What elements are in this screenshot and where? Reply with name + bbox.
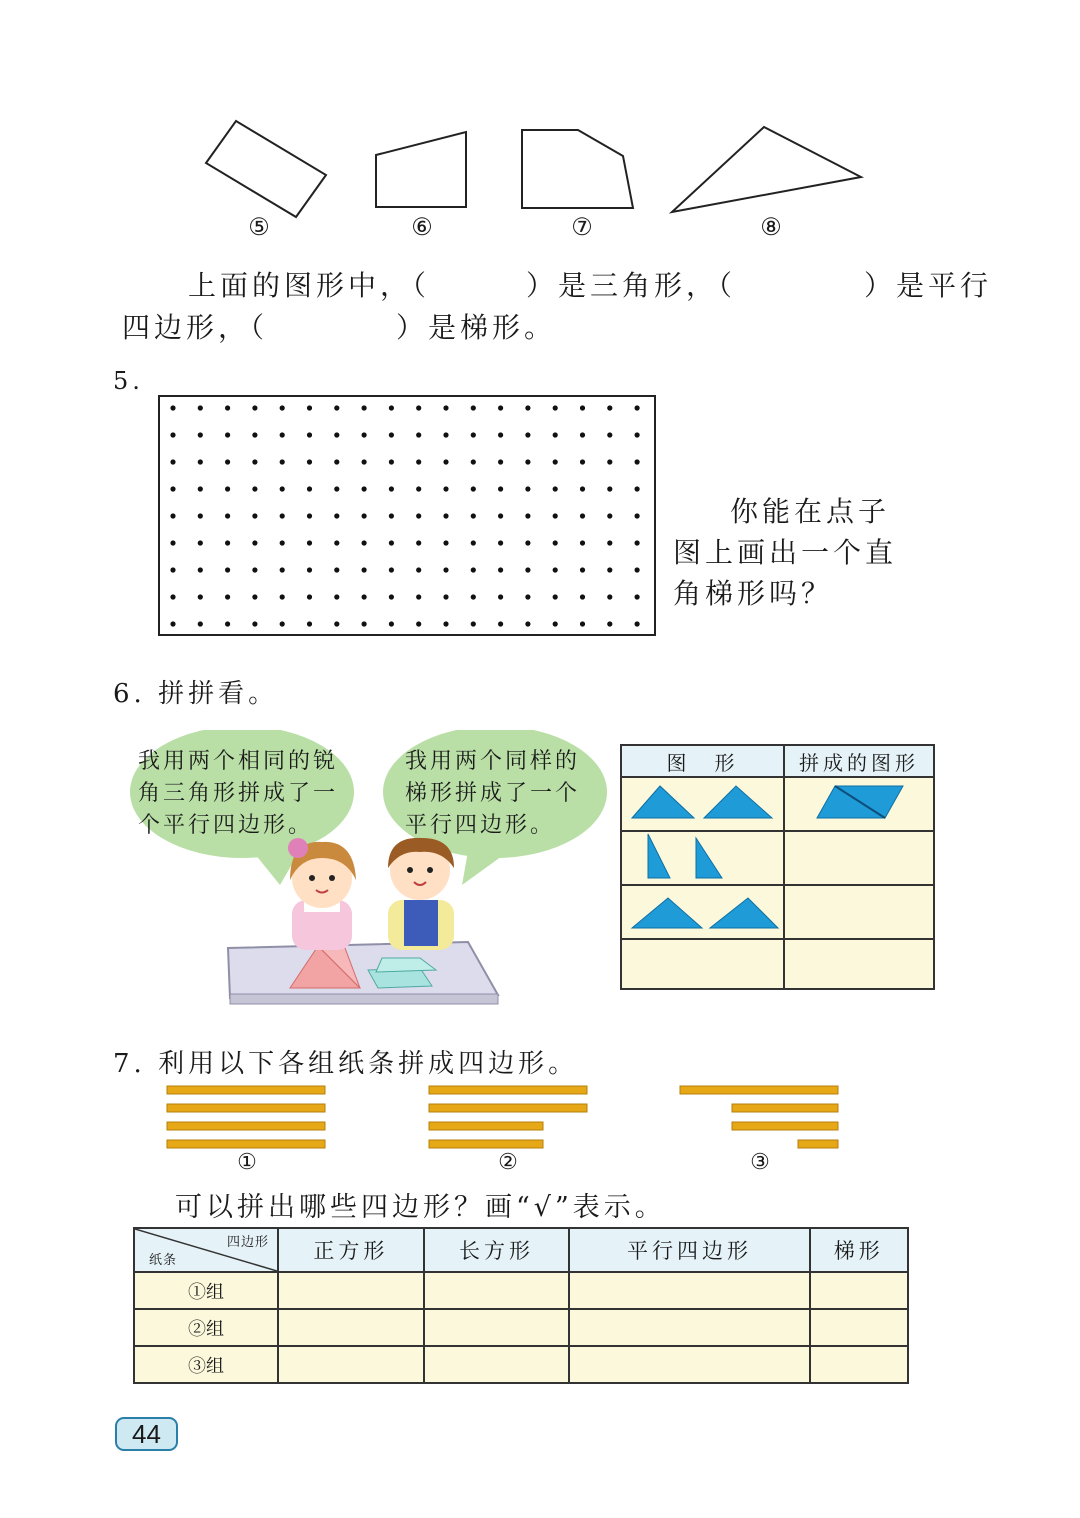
grid-dot[interactable]: [443, 459, 448, 464]
strip-group-3: [680, 1086, 838, 1148]
grid-dot[interactable]: [280, 405, 285, 410]
grid-dot[interactable]: [334, 405, 339, 410]
q5-number: 5.: [113, 367, 144, 395]
grid-dot[interactable]: [580, 405, 585, 410]
grid-dot[interactable]: [525, 594, 530, 599]
grid-dot[interactable]: [635, 513, 640, 518]
grid-dot[interactable]: [525, 621, 530, 626]
grid-dot[interactable]: [334, 594, 339, 599]
grid-dot[interactable]: [525, 540, 530, 545]
grid-dot[interactable]: [334, 459, 339, 464]
grid-dot[interactable]: [198, 459, 203, 464]
grid-dot[interactable]: [225, 486, 230, 491]
grid-dot[interactable]: [362, 486, 367, 491]
q5-prompt-line2: 图上画出一个直: [673, 536, 898, 569]
grid-dot[interactable]: [334, 513, 339, 518]
q6-table-header-row: [621, 745, 934, 777]
shape-7-pentagon: [522, 130, 633, 208]
grid-dot[interactable]: [307, 486, 312, 491]
grid-dot[interactable]: [580, 594, 585, 599]
grid-dot[interactable]: [553, 621, 558, 626]
q7-col-rectangle: 长方形: [424, 1228, 570, 1272]
grid-dot[interactable]: [307, 432, 312, 437]
grid-dot[interactable]: [362, 405, 367, 410]
grid-dot[interactable]: [498, 540, 503, 545]
grid-dot[interactable]: [225, 459, 230, 464]
grid-dot[interactable]: [198, 621, 203, 626]
grid-dot[interactable]: [635, 621, 640, 626]
grid-dot[interactable]: [334, 540, 339, 545]
grid-dot[interactable]: [416, 432, 421, 437]
table-row: [134, 1309, 908, 1346]
grid-dot[interactable]: [198, 513, 203, 518]
corner-label-bottom: 纸条: [149, 1253, 178, 1268]
grid-dot[interactable]: [389, 594, 394, 599]
q7-col-trapezoid: 梯形: [810, 1228, 908, 1272]
grid-dot[interactable]: [389, 621, 394, 626]
q6-answer-cell-3[interactable]: [784, 885, 934, 939]
grid-dot[interactable]: [416, 405, 421, 410]
grid-dot[interactable]: [471, 405, 476, 410]
grid-dot[interactable]: [334, 567, 339, 572]
table-row: [134, 1272, 908, 1309]
grid-dot[interactable]: [225, 540, 230, 545]
grid-dot[interactable]: [443, 432, 448, 437]
bubble-boy-line3: 平行四边形。: [405, 813, 556, 838]
grid-dot[interactable]: [553, 405, 558, 410]
grid-dot[interactable]: [607, 459, 612, 464]
grid-dot[interactable]: [416, 540, 421, 545]
grid-dot[interactable]: [252, 567, 257, 572]
strip-group-label-1: ①: [237, 1150, 257, 1175]
q7-row-label-2: ②组: [134, 1309, 278, 1346]
grid-dot[interactable]: [553, 540, 558, 545]
shape-label-8: ⑧: [760, 213, 782, 241]
grid-dot[interactable]: [553, 594, 558, 599]
grid-dot[interactable]: [307, 459, 312, 464]
q5-prompt-line1: 你能在点子: [730, 495, 891, 528]
grid-dot[interactable]: [635, 459, 640, 464]
grid-dot[interactable]: [307, 405, 312, 410]
grid-dot[interactable]: [307, 540, 312, 545]
grid-dot[interactable]: [525, 432, 530, 437]
grid-dot[interactable]: [280, 513, 285, 518]
grid-dot[interactable]: [498, 486, 503, 491]
grid-dot[interactable]: [580, 621, 585, 626]
grid-dot[interactable]: [553, 513, 558, 518]
grid-dot[interactable]: [225, 594, 230, 599]
grid-dot[interactable]: [334, 432, 339, 437]
grid-dot[interactable]: [252, 621, 257, 626]
grid-dot[interactable]: [252, 594, 257, 599]
shape-label-5: ⑤: [248, 213, 270, 241]
grid-dot[interactable]: [225, 567, 230, 572]
q6-header-result: 拼成的图形: [784, 745, 934, 777]
grid-dot[interactable]: [553, 432, 558, 437]
grid-dot[interactable]: [471, 513, 476, 518]
grid-dot[interactable]: [362, 432, 367, 437]
grid-dot[interactable]: [471, 540, 476, 545]
grid-dot[interactable]: [170, 432, 175, 437]
grid-dot[interactable]: [280, 459, 285, 464]
bubble-girl-text: [138, 746, 338, 842]
q7-answer-table: [133, 1227, 909, 1384]
composed-parallelogram: [785, 778, 933, 826]
grid-dot[interactable]: [471, 459, 476, 464]
grid-dot[interactable]: [525, 459, 530, 464]
q6-empty-shape-cell: [621, 939, 784, 989]
grid-dot[interactable]: [362, 513, 367, 518]
grid-dot[interactable]: [443, 594, 448, 599]
grid-dot[interactable]: [525, 513, 530, 518]
table-row: [621, 885, 934, 939]
shape-8-triangle: [672, 127, 861, 212]
grid-dot[interactable]: [307, 513, 312, 518]
grid-dot[interactable]: [225, 405, 230, 410]
shape-6-trapezoid: [376, 132, 466, 207]
grid-dot[interactable]: [553, 459, 558, 464]
grid-dot[interactable]: [307, 567, 312, 572]
table-row: [134, 1346, 908, 1383]
grid-dot[interactable]: [580, 432, 585, 437]
grid-dot[interactable]: [389, 513, 394, 518]
desk: [228, 942, 498, 1004]
table-row: [621, 777, 934, 831]
grid-dot[interactable]: [471, 486, 476, 491]
two-acute-triangles: [622, 778, 782, 826]
grid-dot[interactable]: [635, 486, 640, 491]
q6-piece-table: [620, 744, 935, 990]
grid-dot[interactable]: [225, 621, 230, 626]
shapes-5-to-8: [0, 0, 1080, 225]
grid-dot[interactable]: [635, 594, 640, 599]
bubble-girl-line1: 我用两个相同的锐: [138, 749, 339, 774]
two-obtuse-triangles: [622, 886, 782, 934]
grid-dot[interactable]: [498, 513, 503, 518]
grid-dot[interactable]: [389, 540, 394, 545]
strip-group-label-3: ③: [750, 1150, 770, 1175]
grid-dot[interactable]: [525, 405, 530, 410]
grid-dot[interactable]: [362, 459, 367, 464]
strip-group-1: [167, 1086, 325, 1148]
grid-dot[interactable]: [307, 594, 312, 599]
shape-label-6: ⑥: [411, 213, 433, 241]
grid-dot[interactable]: [170, 513, 175, 518]
bubble-girl-line3: 个平行四边形。: [138, 813, 314, 838]
q7-col-square: 正方形: [278, 1228, 424, 1272]
grid-dot[interactable]: [389, 405, 394, 410]
grid-dot[interactable]: [443, 540, 448, 545]
grid-dot[interactable]: [280, 594, 285, 599]
grid-dot[interactable]: [170, 459, 175, 464]
grid-dot[interactable]: [635, 405, 640, 410]
grid-dot[interactable]: [198, 594, 203, 599]
grid-dot[interactable]: [362, 594, 367, 599]
grid-dot[interactable]: [607, 621, 612, 626]
q4-question-line2: 四边形，（ ）是梯形。: [122, 311, 557, 344]
grid-dot[interactable]: [416, 513, 421, 518]
q7-header-row: [134, 1228, 908, 1272]
strip-group-2: [429, 1086, 587, 1148]
grid-dot[interactable]: [471, 567, 476, 572]
grid-dot[interactable]: [280, 621, 285, 626]
grid-dot[interactable]: [443, 486, 448, 491]
grid-dot[interactable]: [170, 567, 175, 572]
grid-dot[interactable]: [580, 567, 585, 572]
grid-dot[interactable]: [416, 486, 421, 491]
grid-dot[interactable]: [580, 540, 585, 545]
grid-dot[interactable]: [635, 567, 640, 572]
grid-dot[interactable]: [443, 513, 448, 518]
grid-dot[interactable]: [607, 594, 612, 599]
q4-question-line1: 上面的图形中，（ ）是三角形，（ ）是平行: [188, 269, 993, 302]
grid-dot[interactable]: [252, 432, 257, 437]
dot-grid: [158, 395, 658, 637]
grid-dot[interactable]: [607, 405, 612, 410]
grid-dot[interactable]: [389, 459, 394, 464]
grid-dot[interactable]: [389, 486, 394, 491]
shape-5-parallelogram: [206, 121, 326, 217]
grid-dot[interactable]: [170, 621, 175, 626]
grid-dot[interactable]: [198, 486, 203, 491]
grid-dot[interactable]: [416, 567, 421, 572]
q7-row-label-3: ③组: [134, 1346, 278, 1383]
grid-dot[interactable]: [416, 459, 421, 464]
grid-dot[interactable]: [498, 594, 503, 599]
grid-dot[interactable]: [225, 432, 230, 437]
grid-dot[interactable]: [170, 594, 175, 599]
q5-prompt-line3: 角梯形吗？: [673, 577, 834, 610]
table-row: [621, 831, 934, 885]
grid-dot[interactable]: [170, 405, 175, 410]
grid-dot[interactable]: [389, 432, 394, 437]
grid-dot[interactable]: [580, 486, 585, 491]
grid-dot[interactable]: [607, 513, 612, 518]
grid-dot[interactable]: [607, 486, 612, 491]
grid-dot[interactable]: [471, 432, 476, 437]
grid-dot[interactable]: [198, 567, 203, 572]
grid-dot[interactable]: [280, 540, 285, 545]
grid-dot[interactable]: [170, 486, 175, 491]
bubble-girl-line2: 角三角形拼成了一: [138, 781, 339, 806]
q7-corner-cell: [134, 1228, 278, 1272]
grid-dot[interactable]: [198, 540, 203, 545]
q6-header-shapes: 图 形: [621, 745, 784, 777]
grid-dot[interactable]: [362, 621, 367, 626]
grid-dot[interactable]: [498, 621, 503, 626]
bubble-boy-line2: 梯形拼成了一个: [405, 781, 581, 806]
q7-col-parallelogram: 平行四边形: [569, 1228, 809, 1272]
grid-dot[interactable]: [280, 432, 285, 437]
grid-dot[interactable]: [252, 513, 257, 518]
grid-dot[interactable]: [553, 567, 558, 572]
bubble-boy-line1: 我用两个同样的: [405, 749, 581, 774]
grid-dot[interactable]: [280, 486, 285, 491]
q6-title: 6. 拼拼看。: [113, 679, 279, 709]
boy-figure: [388, 838, 454, 950]
grid-dot[interactable]: [362, 567, 367, 572]
two-right-triangles: [622, 832, 782, 880]
grid-dot[interactable]: [607, 540, 612, 545]
grid-dot[interactable]: [198, 405, 203, 410]
q6-answer-cell-4[interactable]: [784, 939, 934, 989]
grid-dot[interactable]: [607, 567, 612, 572]
grid-dot[interactable]: [170, 540, 175, 545]
grid-dot[interactable]: [252, 486, 257, 491]
grid-dot[interactable]: [635, 432, 640, 437]
grid-dot[interactable]: [607, 432, 612, 437]
table-row: [621, 939, 934, 989]
grid-dot[interactable]: [553, 486, 558, 491]
grid-dot[interactable]: [416, 594, 421, 599]
q7-question: 可以拼出哪些四边形？画“√”表示。: [175, 1192, 666, 1223]
grid-dot[interactable]: [252, 459, 257, 464]
grid-dot[interactable]: [471, 621, 476, 626]
strip-group-label-2: ②: [498, 1150, 518, 1175]
grid-dot[interactable]: [525, 486, 530, 491]
paper-strips: [0, 1080, 1080, 1155]
grid-dot[interactable]: [225, 513, 230, 518]
grid-dot[interactable]: [498, 567, 503, 572]
grid-dot[interactable]: [580, 513, 585, 518]
grid-dot[interactable]: [471, 594, 476, 599]
grid-dot[interactable]: [198, 432, 203, 437]
q7-title: 7. 利用以下各组纸条拼成四边形。: [113, 1049, 579, 1079]
grid-dot[interactable]: [525, 567, 530, 572]
grid-dot[interactable]: [362, 540, 367, 545]
grid-dot[interactable]: [252, 540, 257, 545]
grid-dot[interactable]: [334, 486, 339, 491]
grid-dot[interactable]: [635, 540, 640, 545]
grid-dot[interactable]: [443, 621, 448, 626]
grid-dot[interactable]: [443, 405, 448, 410]
grid-dot[interactable]: [498, 459, 503, 464]
grid-dot[interactable]: [580, 459, 585, 464]
grid-dot[interactable]: [443, 567, 448, 572]
girl-figure: [288, 838, 356, 950]
grid-dot[interactable]: [416, 621, 421, 626]
bubble-boy-text: [405, 746, 580, 842]
grid-dot[interactable]: [280, 567, 285, 572]
grid-dot[interactable]: [498, 432, 503, 437]
grid-dot[interactable]: [307, 621, 312, 626]
grid-dot[interactable]: [252, 405, 257, 410]
grid-dot[interactable]: [334, 621, 339, 626]
q6-answer-cell-2[interactable]: [784, 831, 934, 885]
q7-row-label-1: ①组: [134, 1272, 278, 1309]
shape-label-7: ⑦: [571, 213, 593, 241]
grid-dot[interactable]: [498, 405, 503, 410]
page-number-badge: 44: [115, 1417, 178, 1451]
corner-label-top: 四边形: [226, 1235, 269, 1250]
grid-dot[interactable]: [389, 567, 394, 572]
